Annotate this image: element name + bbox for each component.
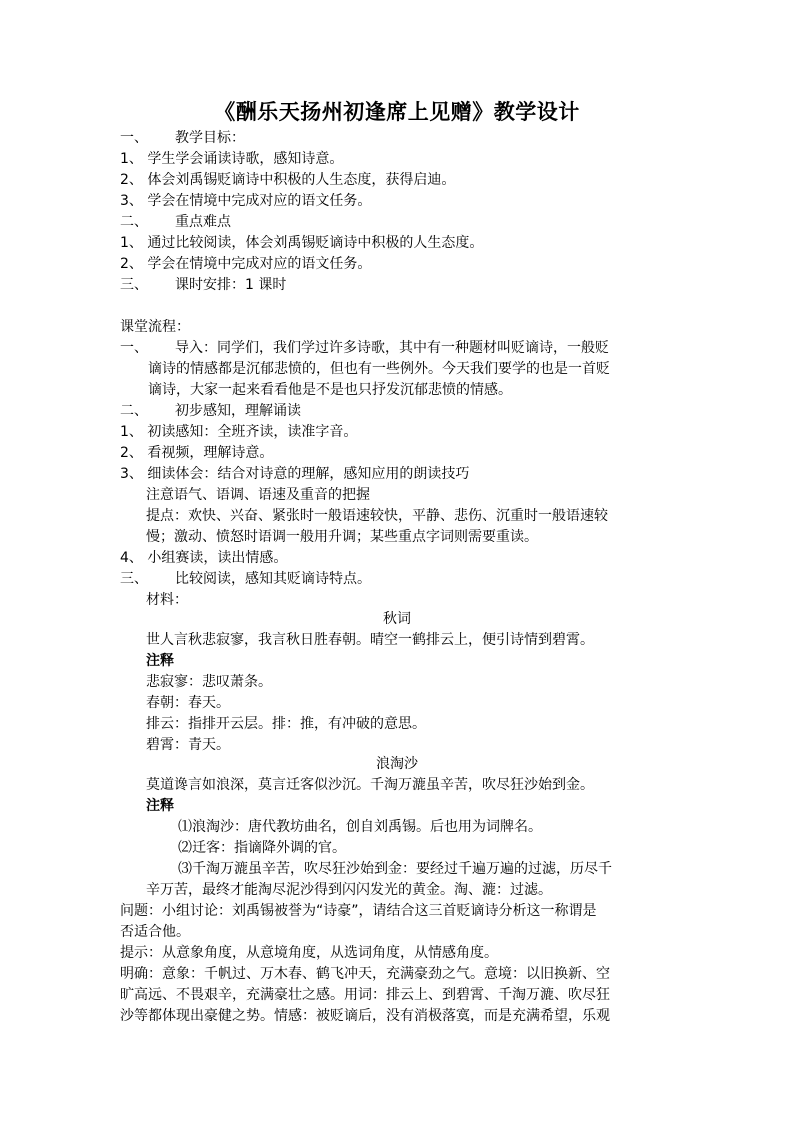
- step-heading: 初步感知，理解诵读: [175, 403, 301, 419]
- list-item: 2、 看视频，理解诗意。: [120, 445, 274, 461]
- answer-line: 沙等都体现出豪健之势。情感：被贬谪后，没有消极落寞，而是充满希望，乐观: [120, 1008, 610, 1024]
- list-item: 1、 学生学会诵读诗歌，感知诗意。: [120, 151, 344, 167]
- section-schedule: [120, 275, 286, 295]
- step-intro: [120, 338, 609, 358]
- step-text: 导入：同学们，我们学过许多诗歌，其中有一种题材叫贬谪诗，一般贬: [175, 340, 609, 356]
- poem-text: 世人言秋悲寂寥，我言秋日胜春朝。晴空一鹤排云上，便引诗情到碧霄。: [146, 632, 594, 648]
- poem-title: 秋词: [383, 611, 411, 627]
- hint-line: 提示：从意象角度，从意境角度，从选词角度，从情感角度。: [120, 945, 498, 961]
- note-item-continued: 辛万苦，最终才能淘尽泥沙得到闪闪发光的黄金。淘、漉：过滤。: [146, 882, 552, 898]
- document-title: 《酬乐天扬州初逢席上见赠》教学设计: [214, 99, 580, 124]
- note-item: ⑵迁客：指谪降外调的官。: [178, 840, 346, 856]
- list-item: 3、 学会在情境中完成对应的语文任务。: [120, 193, 372, 209]
- section-number: 二、: [120, 214, 148, 230]
- tip-line: 注意语气、语调、语速及重音的把握: [146, 487, 370, 503]
- flow-label: 课堂流程：: [120, 319, 190, 335]
- question-line: 否适合他。: [120, 924, 190, 940]
- note-item: ⑶千淘万漉虽辛苦，吹尽狂沙始到金：要经过千遍万遍的过滤，历尽千: [178, 861, 612, 877]
- step-number: 三、: [120, 571, 148, 587]
- poem-text: 莫道谗言如浪深，莫言迁客似沙沉。千淘万漉虽辛苦，吹尽狂沙始到金。: [146, 777, 594, 793]
- section-heading: 课时安排：1 课时: [175, 277, 287, 293]
- list-item: 2、 体会刘禹锡贬谪诗中积极的人生态度，获得启迪。: [120, 172, 456, 188]
- note-item: 排云：指排开云层。排：推，有冲破的意思。: [146, 716, 426, 732]
- step-comparison: [120, 569, 371, 589]
- step-heading: 比较阅读，感知其贬谪诗特点。: [175, 571, 371, 587]
- step-perception: [120, 401, 301, 421]
- note-item: 春朝：春天。: [146, 695, 230, 711]
- list-item: 2、 学会在情境中完成对应的语文任务。: [120, 256, 372, 272]
- note-item: 悲寂寥：悲叹萧条。: [146, 674, 272, 690]
- list-item: 1、 初读感知：全班齐读，读准字音。: [120, 424, 358, 440]
- section-number: 一、: [120, 130, 148, 146]
- answer-line: 明确：意象：千帆过、万木春、鹤飞冲天，充满豪劲之气。意境：以旧换新、空: [120, 966, 610, 982]
- note-item: 碧霄：青天。: [146, 737, 230, 753]
- step-text-continued: 谪诗，大家一起来看看他是不是也只抒发沉郁悲愤的情感。: [148, 382, 512, 398]
- poem-title: 浪淘沙: [376, 756, 418, 772]
- note-item: ⑴浪淘沙：唐代教坊曲名，创自刘禹锡。后也用为词牌名。: [178, 819, 542, 835]
- section-heading: 教学目标：: [175, 130, 245, 146]
- notes-label: 注释: [146, 798, 174, 814]
- list-item: 4、 小组赛读，读出情感。: [120, 550, 288, 566]
- step-number: 一、: [120, 340, 148, 356]
- section-number: 三、: [120, 277, 148, 293]
- step-number: 二、: [120, 403, 148, 419]
- tip-line: 提点：欢快、兴奋、紧张时一般语速较快，平静、悲伤、沉重时一般语速较: [146, 508, 608, 524]
- tip-line: 慢；激动、愤怒时语调一般用升调；某些重点字词则需要重读。: [146, 529, 538, 545]
- section-key-points: [120, 212, 231, 232]
- list-item: 1、 通过比较阅读，体会刘禹锡贬谪诗中积极的人生态度。: [120, 235, 484, 251]
- material-label: 材料：: [146, 592, 188, 608]
- question-line: 问题：小组讨论：刘禹锡被誉为“诗豪”，请结合这三首贬谪诗分析这一称谓是: [120, 903, 597, 919]
- section-objectives: [120, 128, 245, 148]
- section-heading: 重点难点: [175, 214, 231, 230]
- step-text-continued: 谪诗的情感都是沉郁悲愤的，但也有一些例外。今天我们要学的也是一首贬: [148, 361, 610, 377]
- notes-label: 注释: [146, 653, 174, 669]
- list-item: 3、 细读体会：结合对诗意的理解，感知应用的朗读技巧: [120, 466, 470, 482]
- answer-line: 旷高远、不畏艰辛，充满豪壮之感。用词：排云上、到碧霄、千淘万漉、吹尽狂: [120, 987, 610, 1003]
